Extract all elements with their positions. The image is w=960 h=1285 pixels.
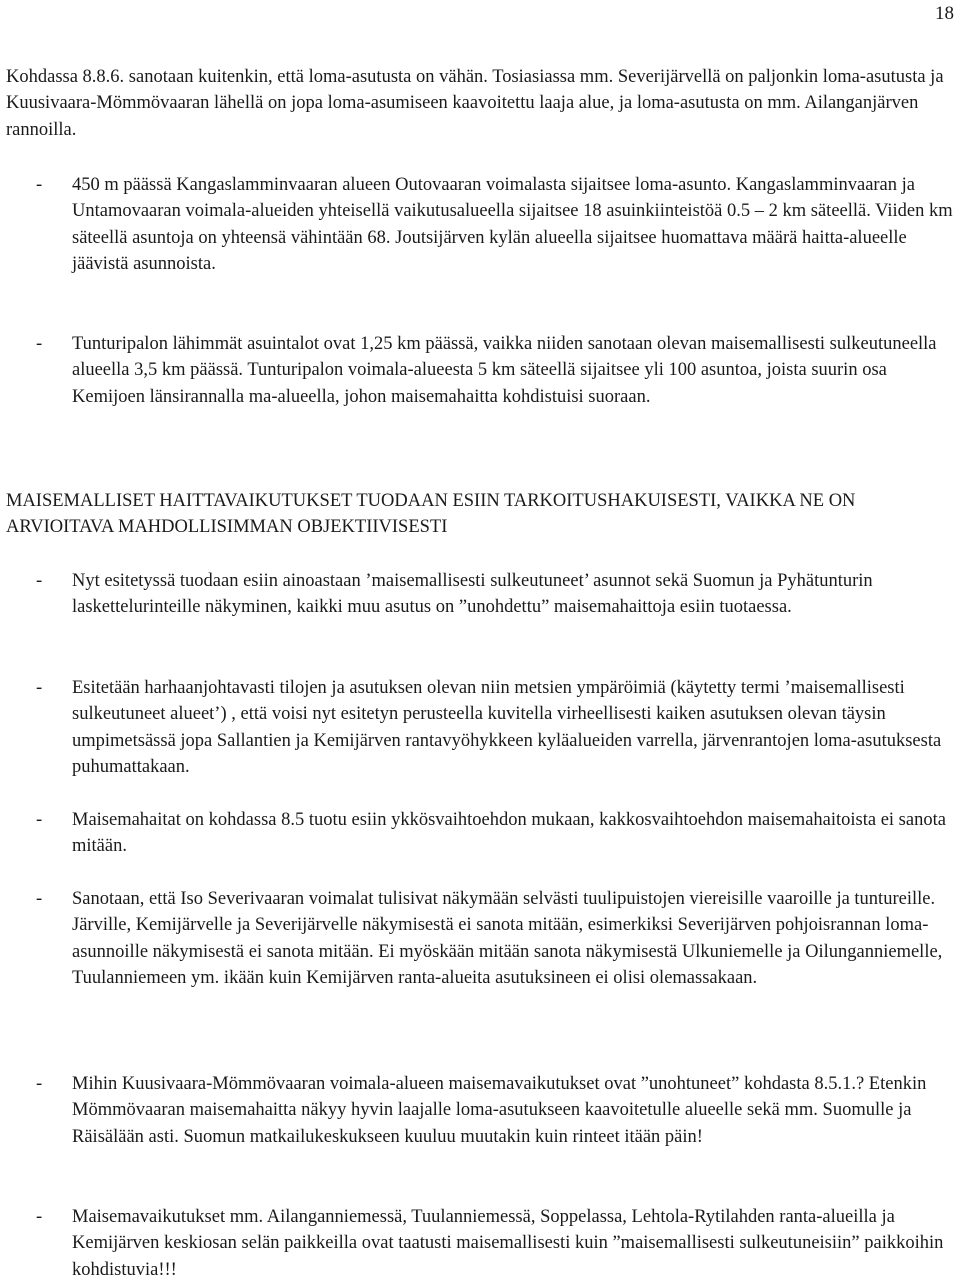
bullet-text: 450 m päässä Kangaslamminvaaran alueen Outovaaran voimalasta sijaitsee loma-asunto. Kangaslamminvaaran ja Untamovaaran voimala-alueiden yhteisellä vaikutusalueella sijaitsee 18 asuinkiinteistöä 0.5 – 2 km säteellä. Viiden km säteellä asuntoja on yhteensä vähintään 68. Joutsijärven kylän alueella sijaitsee huomattava määrä haitta-alueelle jäävistä asunnoista. (72, 175, 953, 275)
bullet-dash: - (36, 889, 43, 909)
intro-paragraph: Kohdassa 8.8.6. sanotaan kuitenkin, että loma-asutusta on vähän. Tosiasiassa mm. Severijärvellä on paljonkin loma-asutusta ja Kuusivaara-Mömmövaaran lähellä on jopa loma-asumiseen kaavoitettu laaja alue, ja loma-asutusta on mm. Ailanganjärven rannoilla. (6, 67, 944, 140)
list-item (36, 331, 956, 410)
bullet-dash: - (36, 1074, 43, 1094)
bullet-text: Maisemahaitat on kohdassa 8.5 tuotu esiin ykkösvaihtoehdon mukaan, kakkosvaihtoehdon maisemahaitoista ei sanota mitään. (72, 810, 946, 857)
bullet-dash: - (36, 810, 43, 830)
list-item (36, 807, 956, 860)
list-item (36, 675, 956, 781)
bullet-dash: - (36, 571, 43, 591)
bullet-dash: - (36, 678, 43, 698)
list-item (36, 568, 956, 621)
list-item (36, 1204, 956, 1283)
bullet-text: Maisemavaikutukset mm. Ailanganniemessä, Tuulanniemessä, Soppelassa, Lehtola-Rytilahden ranta-alueilla ja Kemijärven keskiosan selän paikkeilla ovat taatusti maisemallisesti kuin ”maisemallisesti sulkeutuneisiin” paikkoihin kohdistuvia!!! (72, 1207, 944, 1280)
bullet-dash: - (36, 334, 43, 354)
list-item (36, 1071, 956, 1150)
bullet-dash: - (36, 1207, 43, 1227)
bullet-dash: - (36, 175, 43, 195)
list-item (36, 172, 956, 278)
section-heading: MAISEMALLISET HAITTAVAIKUTUKSET TUODAAN ESIIN TARKOITUSHAKUISESTI, VAIKKA NE ON ARVIOITAVA MAHDOLLISIMMAN OBJEKTIIVISESTI (6, 491, 856, 538)
bullet-text: Sanotaan, että Iso Severivaaran voimalat tulisivat näkymään selvästi tuulipuistojen viereisille vaaroille ja tuntureille. Järville, Kemijärvelle ja Severijärvelle näkymisestä ei sanota mitään, esimerkiksi Severijärven pohjoisrannan loma-asunnoille näkymisestä ei sanota mitään. Ei myöskään mitään sanota näkymisestä Ulkuniemelle ja Oilunganniemelle, Tuulanniemeen ym. ikään kuin Kemijärven ranta-alueita asutuksineen ei olisi olemassakaan. (72, 889, 943, 989)
list-item (36, 886, 956, 992)
bullet-text: Tunturipalon lähimmät asuintalot ovat 1,25 km päässä, vaikka niiden sanotaan olevan maisemallisesti sulkeutuneella alueella 3,5 km päässä. Tunturipalon voimala-alueesta 5 km säteellä sijaitsee yli 100 asuntoa, joista suurin osa Kemijoen länsirannalla ma-alueella, johon maisemahaitta kohdistuisi suoraan. (72, 334, 937, 407)
bullet-text: Mihin Kuusivaara-Mömmövaaran voimala-alueen maisemavaikutukset ovat ”unohtuneet” kohdasta 8.5.1.? Etenkin Mömmövaaran maisemahaitta näkyy hyvin laajalle loma-asutukseen kaavoitetulle alueelle sekä mm. Suomulle ja Räisälään asti. Suomun matkailukeskukseen kuuluu muutakin kuin rinteet itään päin! (72, 1074, 927, 1147)
bullet-text: Nyt esitetyssä tuodaan esiin ainoastaan ’maisemallisesti sulkeutuneet’ asunnot sekä Suomun ja Pyhätunturin laskettelurinteille näkyminen, kaikki muu asutus on ”unohdettu” maisemahaittoja esiin tuotaessa. (72, 571, 873, 618)
page-number: 18 (935, 3, 954, 24)
bullet-text: Esitetään harhaanjohtavasti tilojen ja asutuksen olevan niin metsien ympäröimiä (käytetty termi ’maisemallisesti sulkeutuneet alueet’) , että voisi nyt esitetyn perusteella kuvitella virheellisesti kaiken asutuksen olevan täysin umpimetsässä jopa Sallantien ja Kemijärven rantavyöhykkeen kyläalueiden varrella, järvenrantojen loma-asutuksesta puhumattakaan. (72, 678, 942, 778)
